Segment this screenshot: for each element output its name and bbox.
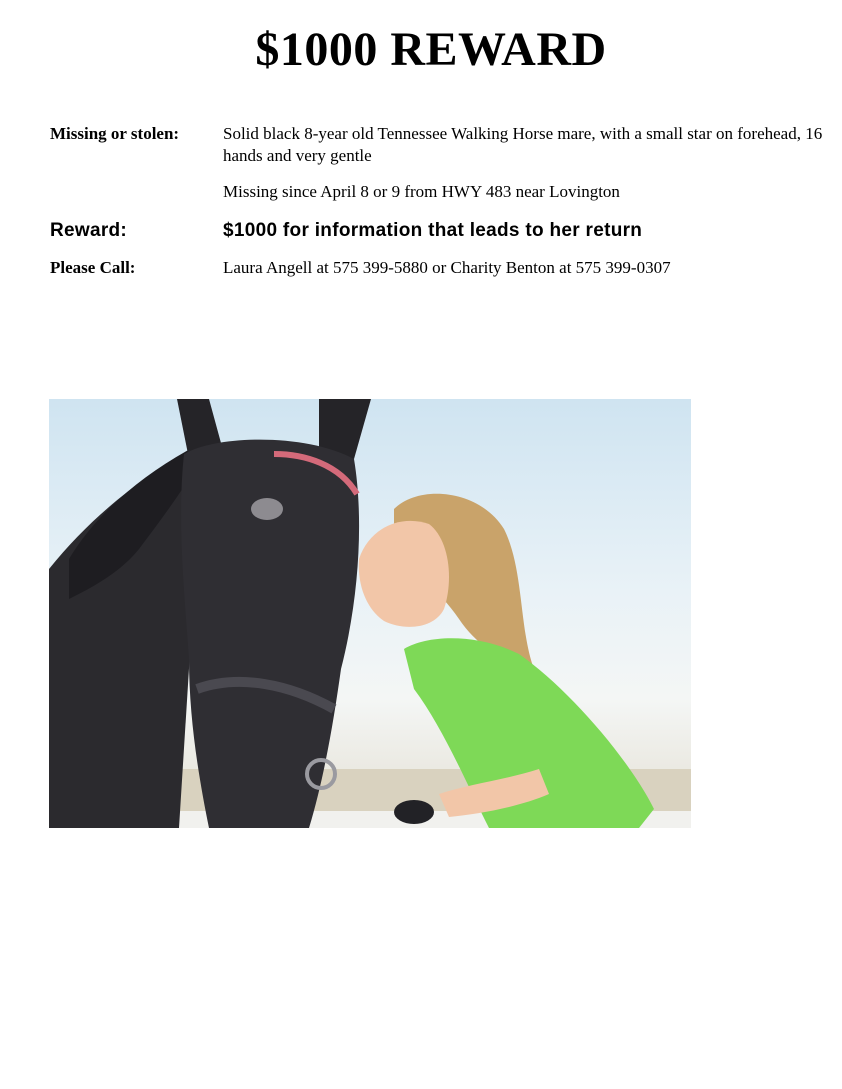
girl-face (359, 521, 449, 627)
reward-label: Reward: (50, 220, 128, 241)
horse-photo-illustration (49, 399, 691, 828)
missing-label: Missing or stolen: (50, 124, 180, 143)
horse-star-marking (251, 498, 283, 520)
reward-text: $1000 for information that leads to her return (223, 220, 643, 241)
call-label: Please Call: (50, 258, 136, 277)
missing-since-text: Missing since April 8 or 9 from HWY 483 near Lovington (223, 182, 620, 201)
missing-description: Solid black 8-year old Tennessee Walking Horse mare, with a small star on forehead, 16 hands and very gentle (223, 124, 823, 165)
call-text: Laura Angell at 575 399-5880 or Charity Benton at 575 399-0307 (223, 258, 671, 277)
poster-title: $1000 REWARD (255, 23, 607, 76)
horse-photo (49, 399, 691, 828)
girl-glove (394, 800, 434, 824)
